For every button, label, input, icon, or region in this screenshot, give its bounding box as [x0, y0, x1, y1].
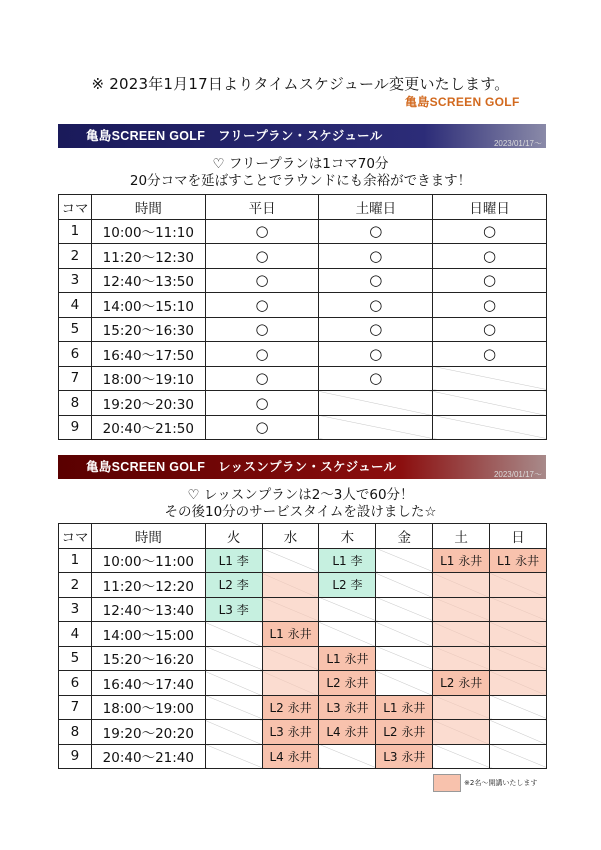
empty-slot-cell	[319, 622, 376, 647]
lesson-slot-cell: L1 李	[205, 548, 262, 573]
slot-time: 18:00～19:00	[91, 695, 205, 720]
slot-time: 20:40～21:40	[91, 744, 205, 769]
slot-number: 7	[59, 695, 92, 720]
available-circle-icon: ○	[483, 344, 497, 363]
slot-number: 2	[59, 573, 92, 598]
lesson-slot-cell: L3 永井	[262, 720, 319, 745]
free-plan-desc-line1: ♡ フリープランは1コマ70分	[212, 156, 389, 172]
legend-text: ※2名～開講いたします	[464, 779, 538, 787]
available-circle-icon: ○	[369, 246, 383, 265]
slot-time: 15:20～16:20	[91, 646, 205, 671]
availability-cell	[433, 317, 547, 342]
slot-number: 4	[59, 293, 92, 318]
availability-cell	[319, 268, 433, 293]
availability-cell	[319, 366, 433, 391]
available-circle-icon: ○	[255, 222, 269, 241]
table-row	[59, 293, 547, 318]
unavailable-cell	[433, 366, 547, 391]
table-row	[59, 720, 547, 745]
available-circle-icon: ○	[369, 222, 383, 241]
empty-slot-cell	[262, 573, 319, 598]
lesson-slot-cell: L1 李	[319, 548, 376, 573]
free-header-cell: 平日	[205, 195, 319, 220]
table-row	[59, 573, 547, 598]
lesson-plan-banner	[58, 455, 546, 479]
empty-slot-cell	[205, 720, 262, 745]
availability-cell	[433, 244, 547, 269]
slot-number: 1	[59, 548, 92, 573]
lesson-header-cell: 金	[376, 524, 433, 549]
slot-number: 9	[59, 415, 92, 440]
availability-cell	[433, 342, 547, 367]
available-circle-icon: ○	[369, 369, 383, 388]
empty-slot-cell	[319, 597, 376, 622]
free-plan-description	[0, 156, 601, 190]
availability-cell	[205, 268, 319, 293]
empty-slot-cell	[319, 744, 376, 769]
slot-number: 9	[59, 744, 92, 769]
available-circle-icon: ○	[483, 295, 497, 314]
table-row	[59, 244, 547, 269]
slot-number: 7	[59, 366, 92, 391]
unavailable-cell	[319, 391, 433, 416]
availability-cell	[319, 293, 433, 318]
available-circle-icon: ○	[483, 222, 497, 241]
lesson-header-cell: 日	[490, 524, 547, 549]
lesson-slot-cell: L1 永井	[433, 548, 490, 573]
lesson-plan-banner-date: 2023/01/17～	[493, 470, 542, 479]
slot-time: 19:20～20:20	[91, 720, 205, 745]
legend-swatch	[433, 774, 461, 792]
table-row	[59, 548, 547, 573]
lesson-header-cell: 水	[262, 524, 319, 549]
available-circle-icon: ○	[369, 295, 383, 314]
free-plan-banner-date: 2023/01/17～	[493, 139, 542, 148]
slot-number: 4	[59, 622, 92, 647]
table-row	[59, 317, 547, 342]
unavailable-cell	[433, 415, 547, 440]
available-circle-icon: ○	[483, 320, 497, 339]
availability-cell	[319, 317, 433, 342]
slot-time: 14:00～15:10	[91, 293, 205, 318]
table-row	[59, 646, 547, 671]
empty-slot-cell	[376, 671, 433, 696]
available-circle-icon: ○	[483, 271, 497, 290]
availability-cell	[205, 219, 319, 244]
slot-number: 3	[59, 268, 92, 293]
lesson-slot-cell: L2 永井	[262, 695, 319, 720]
slot-time: 16:40～17:50	[91, 342, 205, 367]
table-row	[59, 415, 547, 440]
availability-cell	[205, 293, 319, 318]
lesson-plan-desc-line2: その後10分のサービスタイムを設けました☆	[164, 504, 437, 520]
lesson-slot-cell: L2 李	[205, 573, 262, 598]
empty-slot-cell	[205, 671, 262, 696]
empty-slot-cell	[433, 646, 490, 671]
lesson-plan-banner-title: 亀島SCREEN GOLF レッスンプラン・スケジュール	[86, 460, 397, 474]
brand-logo: 亀島SCREEN GOLF	[405, 95, 520, 109]
empty-slot-cell	[262, 646, 319, 671]
slot-time: 18:00～19:10	[91, 366, 205, 391]
table-row	[59, 366, 547, 391]
available-circle-icon: ○	[255, 418, 269, 437]
empty-slot-cell	[490, 720, 547, 745]
empty-slot-cell	[376, 548, 433, 573]
lesson-header-cell: 土	[433, 524, 490, 549]
lesson-slot-cell: L1 永井	[262, 622, 319, 647]
free-plan-header-row	[59, 195, 547, 220]
empty-slot-cell	[490, 597, 547, 622]
lesson-header-cell: 木	[319, 524, 376, 549]
free-header-cell: 土曜日	[319, 195, 433, 220]
lesson-slot-cell: L2 永井	[433, 671, 490, 696]
free-plan-banner-title: 亀島SCREEN GOLF フリープラン・スケジュール	[86, 129, 383, 143]
free-header-cell: 日曜日	[433, 195, 547, 220]
slot-time: 19:20～20:30	[91, 391, 205, 416]
lesson-slot-cell: L3 永井	[319, 695, 376, 720]
available-circle-icon: ○	[255, 271, 269, 290]
available-circle-icon: ○	[255, 369, 269, 388]
slot-time: 12:40～13:50	[91, 268, 205, 293]
table-row	[59, 622, 547, 647]
available-circle-icon: ○	[255, 344, 269, 363]
lesson-slot-cell: L2 永井	[319, 671, 376, 696]
lesson-header-cell: 火	[205, 524, 262, 549]
availability-cell	[205, 415, 319, 440]
empty-slot-cell	[376, 573, 433, 598]
availability-cell	[205, 342, 319, 367]
available-circle-icon: ○	[369, 271, 383, 290]
free-plan-banner	[58, 124, 546, 148]
empty-slot-cell	[376, 646, 433, 671]
slot-number: 8	[59, 720, 92, 745]
slot-number: 2	[59, 244, 92, 269]
empty-slot-cell	[376, 597, 433, 622]
lesson-plan-header-row	[59, 524, 547, 549]
empty-slot-cell	[262, 671, 319, 696]
available-circle-icon: ○	[255, 320, 269, 339]
slot-number: 5	[59, 646, 92, 671]
lesson-slot-cell: L2 永井	[376, 720, 433, 745]
slot-number: 3	[59, 597, 92, 622]
availability-cell	[433, 293, 547, 318]
table-row	[59, 695, 547, 720]
available-circle-icon: ○	[255, 393, 269, 412]
empty-slot-cell	[376, 622, 433, 647]
empty-slot-cell	[490, 695, 547, 720]
empty-slot-cell	[433, 622, 490, 647]
empty-slot-cell	[490, 573, 547, 598]
slot-time: 11:20～12:30	[91, 244, 205, 269]
empty-slot-cell	[490, 646, 547, 671]
schedule-change-notice: ※ 2023年1月17日よりタイムスケジュール変更いたします。	[91, 75, 510, 93]
empty-slot-cell	[433, 720, 490, 745]
lesson-header-cell: コマ	[59, 524, 92, 549]
lesson-plan-description	[0, 487, 601, 521]
lesson-header-cell: 時間	[91, 524, 205, 549]
available-circle-icon: ○	[255, 246, 269, 265]
lesson-slot-cell: L3 永井	[376, 744, 433, 769]
free-plan-table	[58, 194, 547, 440]
table-row	[59, 744, 547, 769]
available-circle-icon: ○	[369, 344, 383, 363]
table-row	[59, 219, 547, 244]
available-circle-icon: ○	[369, 320, 383, 339]
free-header-cell: 時間	[91, 195, 205, 220]
slot-number: 6	[59, 342, 92, 367]
available-circle-icon: ○	[483, 246, 497, 265]
availability-cell	[319, 342, 433, 367]
lesson-slot-cell: L1 永井	[319, 646, 376, 671]
lesson-plan-desc-line1: ♡ レッスンプランは2～3人で60分！	[187, 487, 414, 503]
empty-slot-cell	[205, 622, 262, 647]
lesson-slot-cell: L4 永井	[319, 720, 376, 745]
availability-cell	[319, 219, 433, 244]
slot-time: 16:40～17:40	[91, 671, 205, 696]
empty-slot-cell	[262, 548, 319, 573]
availability-cell	[205, 366, 319, 391]
slot-number: 1	[59, 219, 92, 244]
free-header-cell: コマ	[59, 195, 92, 220]
empty-slot-cell	[433, 573, 490, 598]
legend	[433, 774, 537, 792]
table-row	[59, 342, 547, 367]
availability-cell	[205, 244, 319, 269]
free-plan-desc-line2: 20分コマを延ばすことでラウンドにも余裕ができます！	[129, 173, 472, 189]
lesson-slot-cell: L4 永井	[262, 744, 319, 769]
slot-number: 8	[59, 391, 92, 416]
empty-slot-cell	[205, 744, 262, 769]
slot-time: 12:40～13:40	[91, 597, 205, 622]
availability-cell	[205, 317, 319, 342]
availability-cell	[433, 268, 547, 293]
table-row	[59, 671, 547, 696]
table-row	[59, 391, 547, 416]
lesson-slot-cell: L2 李	[319, 573, 376, 598]
empty-slot-cell	[205, 695, 262, 720]
slot-time: 11:20～12:20	[91, 573, 205, 598]
lesson-plan-table	[58, 523, 547, 769]
slot-number: 6	[59, 671, 92, 696]
slot-time: 14:00～15:00	[91, 622, 205, 647]
available-circle-icon: ○	[255, 295, 269, 314]
empty-slot-cell	[490, 671, 547, 696]
empty-slot-cell	[490, 622, 547, 647]
empty-slot-cell	[262, 597, 319, 622]
slot-time: 10:00～11:00	[91, 548, 205, 573]
empty-slot-cell	[433, 597, 490, 622]
availability-cell	[205, 391, 319, 416]
lesson-slot-cell: L3 李	[205, 597, 262, 622]
empty-slot-cell	[433, 744, 490, 769]
slot-time: 20:40～21:50	[91, 415, 205, 440]
lesson-slot-cell: L1 永井	[376, 695, 433, 720]
empty-slot-cell	[433, 695, 490, 720]
table-row	[59, 268, 547, 293]
slot-number: 5	[59, 317, 92, 342]
unavailable-cell	[319, 415, 433, 440]
unavailable-cell	[433, 391, 547, 416]
availability-cell	[319, 244, 433, 269]
availability-cell	[433, 219, 547, 244]
empty-slot-cell	[490, 744, 547, 769]
slot-time: 15:20～16:30	[91, 317, 205, 342]
slot-time: 10:00～11:10	[91, 219, 205, 244]
lesson-slot-cell: L1 永井	[490, 548, 547, 573]
empty-slot-cell	[205, 646, 262, 671]
table-row	[59, 597, 547, 622]
